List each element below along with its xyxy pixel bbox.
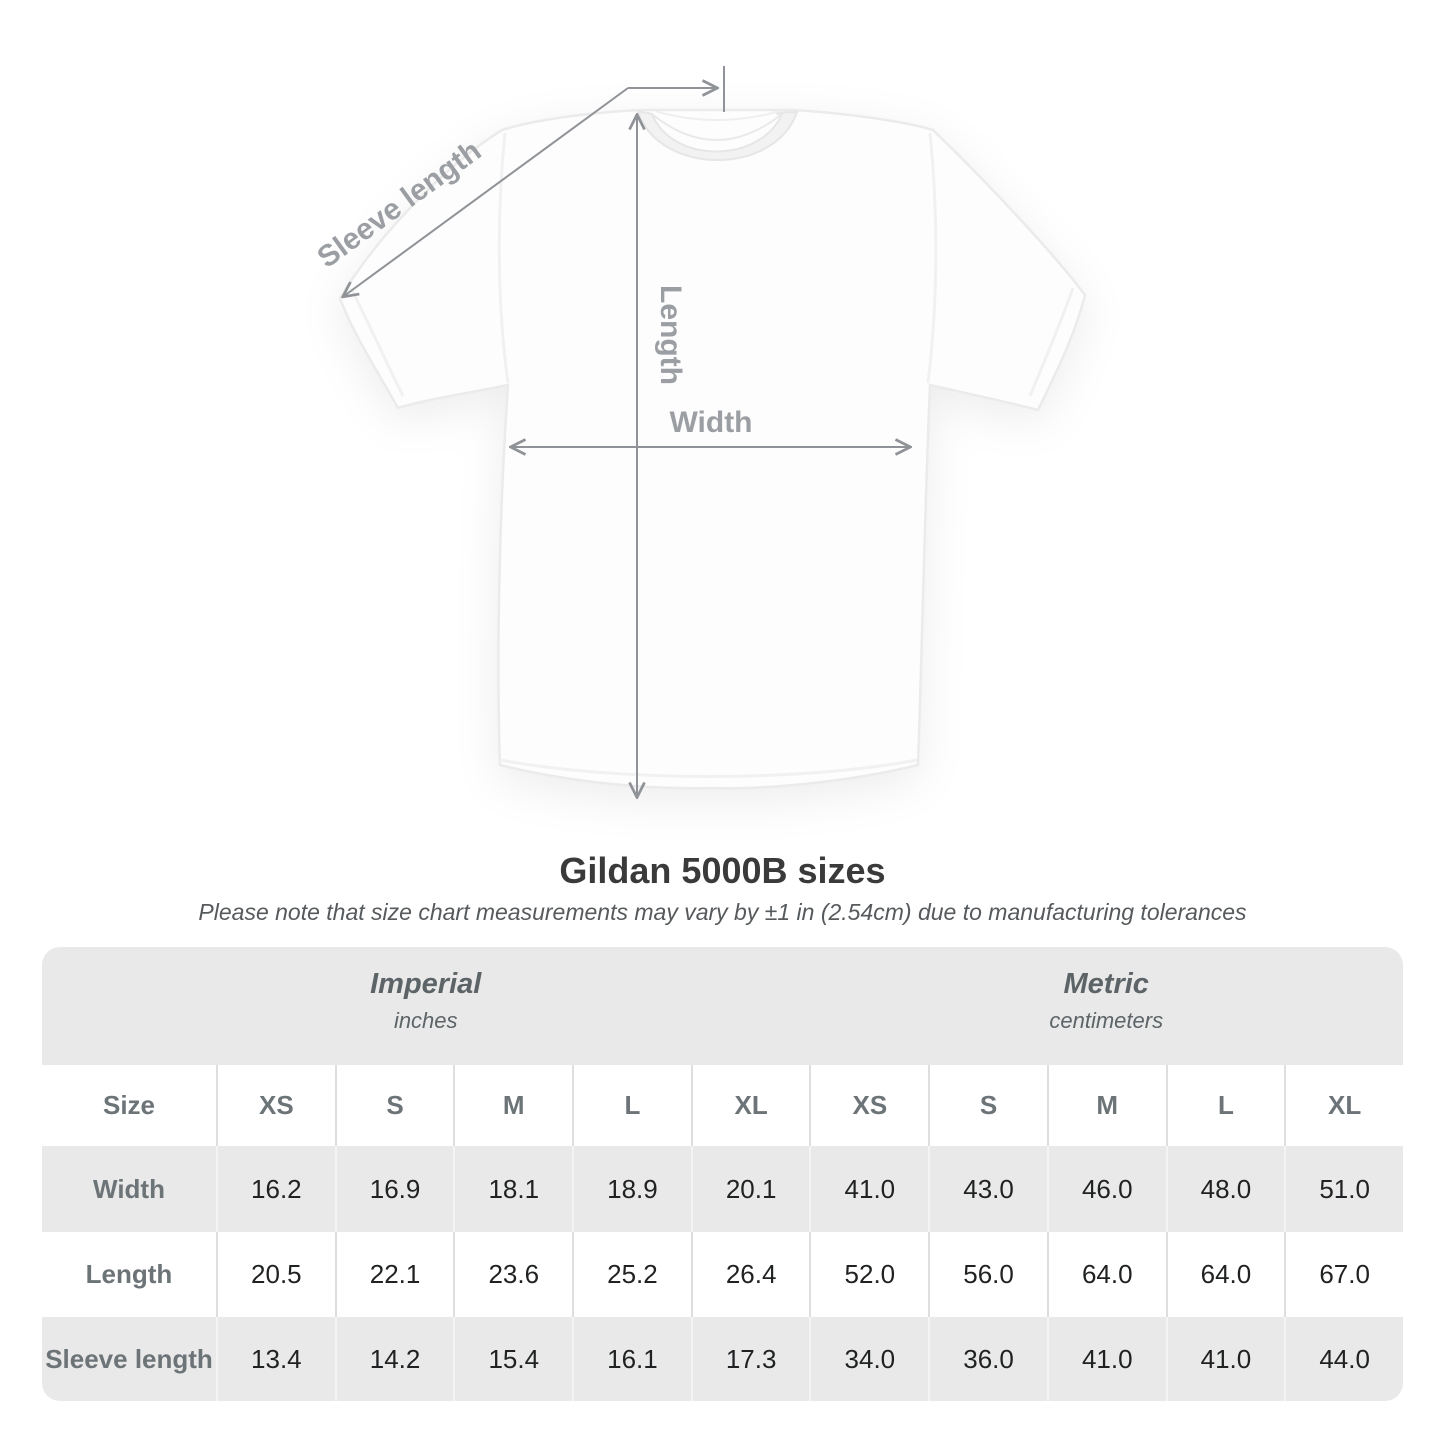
- table-cell: 14.2: [335, 1317, 454, 1401]
- table-cell: 67.0: [1284, 1232, 1403, 1317]
- table-cell: 44.0: [1284, 1317, 1403, 1401]
- table-cell: 15.4: [453, 1317, 572, 1401]
- table-cell: 18.1: [453, 1146, 572, 1232]
- unit-group-imperial: [42, 947, 809, 1065]
- table-cell: 16.1: [572, 1317, 691, 1401]
- tshirt-body-shape: [340, 110, 1085, 788]
- table-cell: 41.0: [1166, 1317, 1285, 1401]
- page-title: Gildan 5000B sizes: [559, 850, 886, 891]
- table-cell: 16.2: [216, 1146, 335, 1232]
- table-cell: 20.1: [691, 1146, 810, 1232]
- unit-group-metric: [809, 947, 1403, 1065]
- table-cell: 64.0: [1047, 1232, 1166, 1317]
- length-label: Length: [654, 285, 687, 385]
- table-cell: 20.5: [216, 1232, 335, 1317]
- table-cell: 41.0: [809, 1146, 928, 1232]
- column-header-l-metric: L: [1166, 1065, 1285, 1146]
- metric-sublabel: centimeters: [1049, 1008, 1164, 1033]
- column-header-xl-imperial: XL: [691, 1065, 810, 1146]
- table-cell: 23.6: [453, 1232, 572, 1317]
- tshirt-graphic: [340, 110, 1085, 788]
- imperial-sublabel: inches: [393, 1008, 458, 1033]
- tolerance-note: Please note that size chart measurements may vary by ±1 in (2.54cm) due to manufacturing tolerances: [198, 899, 1247, 925]
- size-header-cell: Size: [42, 1065, 216, 1146]
- table-cell: 17.3: [691, 1317, 810, 1401]
- column-header-xs-metric: XS: [809, 1065, 928, 1146]
- table-cell: 22.1: [335, 1232, 454, 1317]
- column-header-xs-imperial: XS: [216, 1065, 335, 1146]
- table-cell: 34.0: [809, 1317, 928, 1401]
- row-label-length: Length: [42, 1232, 216, 1317]
- row-label-width: Width: [42, 1146, 216, 1232]
- column-header-s-imperial: S: [335, 1065, 454, 1146]
- table-cell: 43.0: [928, 1146, 1047, 1232]
- table-cell: 56.0: [928, 1232, 1047, 1317]
- table-cell: 52.0: [809, 1232, 928, 1317]
- table-cell: 36.0: [928, 1317, 1047, 1401]
- table-cell: 51.0: [1284, 1146, 1403, 1232]
- column-header-m-metric: M: [1047, 1065, 1166, 1146]
- metric-label: Metric: [1063, 968, 1149, 1000]
- table-cell: 13.4: [216, 1317, 335, 1401]
- size-chart-table: [42, 947, 1403, 1401]
- table-cell: 46.0: [1047, 1146, 1166, 1232]
- table-cell: 41.0: [1047, 1317, 1166, 1401]
- table-cell: 16.9: [335, 1146, 454, 1232]
- column-header-s-metric: S: [928, 1065, 1047, 1146]
- column-header-l-imperial: L: [572, 1065, 691, 1146]
- column-header-xl-metric: XL: [1284, 1065, 1403, 1146]
- table-cell: 25.2: [572, 1232, 691, 1317]
- table-cell: 26.4: [691, 1232, 810, 1317]
- table-cell: 64.0: [1166, 1232, 1285, 1317]
- column-header-m-imperial: M: [453, 1065, 572, 1146]
- table-cell: 48.0: [1166, 1146, 1285, 1232]
- imperial-label: Imperial: [370, 968, 482, 1000]
- width-label: Width: [669, 406, 753, 439]
- row-label-sleeve-length: Sleeve length: [42, 1317, 216, 1401]
- sleeve-length-label: Sleeve length: [311, 134, 488, 275]
- table-cell: 18.9: [572, 1146, 691, 1232]
